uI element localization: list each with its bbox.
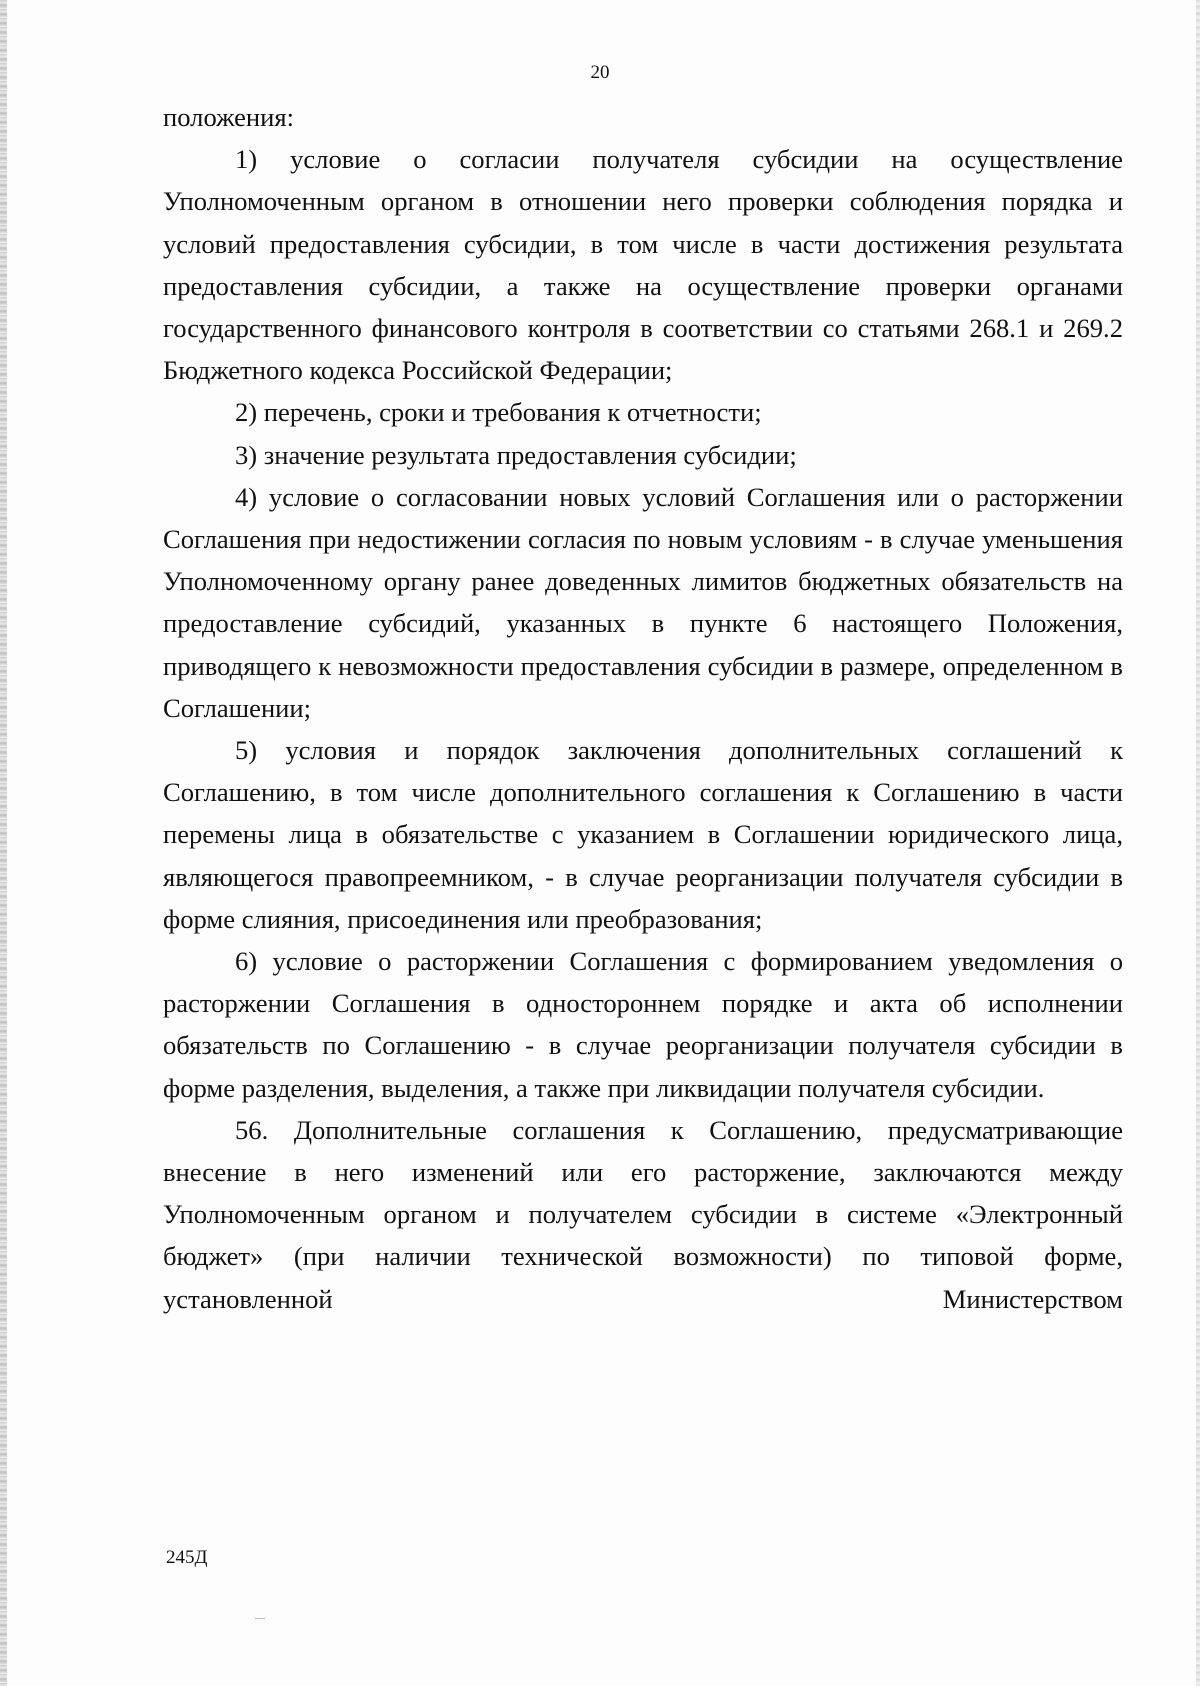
footer-code: 245Д bbox=[166, 1547, 208, 1568]
body-text bbox=[163, 96, 1123, 1320]
paragraph-item-5: 5) условия и порядок заключения дополнительных соглашений к Соглашению, в том числе дополнительного соглашения к Соглашению в части перемены лица в обязательстве с указанием в Соглашении юридического лица, являющегося правопреемником, - в случае реорганизации получателя субсидии в форме слияния, присоединения или преобразования; bbox=[163, 735, 1123, 934]
scan-speck bbox=[255, 1618, 265, 1619]
page-number: 20 bbox=[590, 62, 610, 83]
scan-edge-left bbox=[0, 0, 7, 1686]
scan-edge-right bbox=[1196, 0, 1200, 1686]
paragraph-item-2: 2) перечень, сроки и требования к отчетности; bbox=[235, 397, 762, 428]
paragraph-continuation: положения: bbox=[163, 102, 294, 132]
paragraph-item-1: 1) условие о согласии получателя субсидии на осуществление Уполномоченным органом в отношении него проверки соблюдения порядка и условий предоставления субсидии, в том числе в части достижения результата предоставления субсидии, а также на осуществление проверки органами государственного финансового контроля в соответствии со статьями 268.1 и 269.2 Бюджетного кодекса Российской Федерации; bbox=[163, 144, 1123, 386]
paragraph-item-6: 6) условие о расторжении Соглашения с формированием уведомления о расторжении Соглашения в одностороннем порядке и акта об исполнении обязательств по Соглашению - в случае реорганизации получателя субсидии в форме разделения, выделения, а также при ликвидации получателя субсидии. bbox=[163, 946, 1123, 1103]
paragraph-item-3: 3) значение результата предоставления субсидии; bbox=[235, 439, 797, 470]
paragraph-item-4: 4) условие о согласовании новых условий Соглашения или о расторжении Соглашения при недостижении согласия по новым условиям - в случае уменьшения Уполномоченному органу ранее доведенных лимитов бюджетных обязательств на предоставление субсидий, указанных в пункте 6 настоящего Положения, приводящего к невозможности предоставления субсидии в размере, определенном в Соглашении; bbox=[163, 481, 1123, 723]
paragraph-clause-56: 56. Дополнительные соглашения к Соглашению, предусматривающие внесение в него изменений или его расторжение, заключаются между Уполномоченным органом и получателем субсидии в системе «Электронный бюджет» (при наличии технической возможности) по типовой форме, установленной Министерством bbox=[163, 1114, 1123, 1314]
